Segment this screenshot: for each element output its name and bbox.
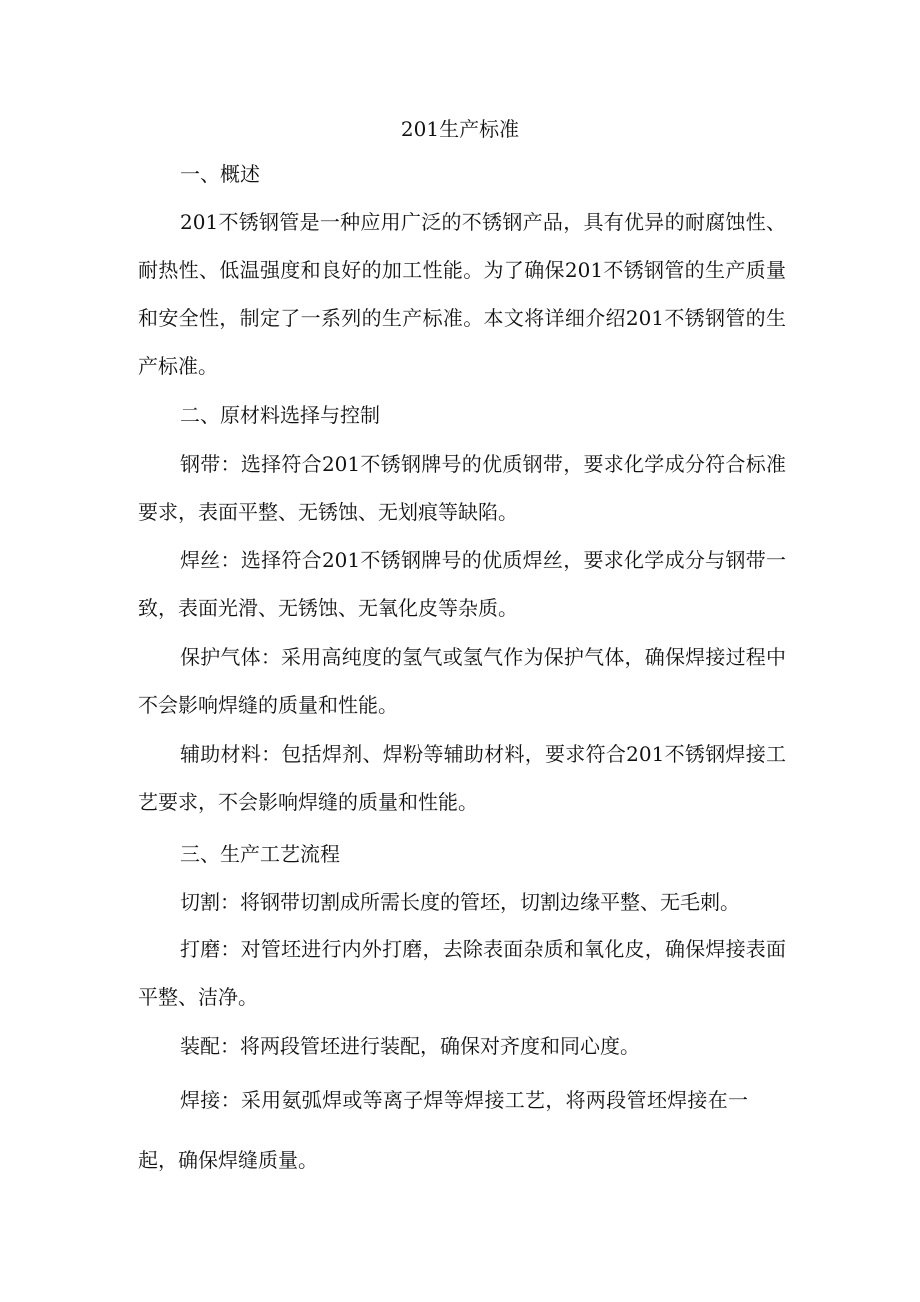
section-heading-overview: 一、概述 [180,162,260,186]
paragraph-steel-strip: 钢带：选择符合201不锈钢牌号的优质钢带，要求化学成分符合标准要求，表面平整、无锈蚀、无划痕等缺陷。 [138,452,786,524]
paragraph-cutting: 切割：将钢带切割成所需长度的管坯，切割边缘平整、无毛刺。 [180,890,740,914]
paragraph-grinding: 打磨：对管坯进行内外打磨，去除表面杂质和氧化皮，确保焊接表面平整、洁净。 [138,937,786,1009]
overview-paragraph: 201不锈钢管是一种应用广泛的不锈钢产品，具有优异的耐腐蚀性、耐热性、低温强度和良好的加工性能。为了确保201不锈钢管的生产质量和安全性，制定了一系列的生产标准。本文将详细介绍201不锈钢管的生产标准。 [138,210,786,378]
section-heading-materials: 二、原材料选择与控制 [180,403,380,427]
paragraph-shielding-gas: 保护气体：采用高纯度的氢气或氢气作为保护气体，确保焊接过程中不会影响焊缝的质量和性能。 [138,645,786,717]
paragraph-auxiliary-materials: 辅助材料：包括焊剂、焊粉等辅助材料，要求符合201不锈钢焊接工艺要求，不会影响焊缝的质量和性能。 [138,742,786,814]
paragraph-welding-wire: 焊丝：选择符合201不锈钢牌号的优质焊丝，要求化学成分与钢带一致，表面光滑、无锈蚀、无氧化皮等杂质。 [138,548,786,620]
section-heading-process: 三、生产工艺流程 [180,842,340,866]
paragraph-welding: 焊接：采用氨弧焊或等离子焊等焊接工艺，将两段管坯焊接在一起，确保焊缝质量。 [138,1088,748,1172]
paragraph-assembly: 装配：将两段管坯进行装配，确保对齐度和同心度。 [180,1034,640,1058]
document-title: 201生产标准 [400,117,520,141]
